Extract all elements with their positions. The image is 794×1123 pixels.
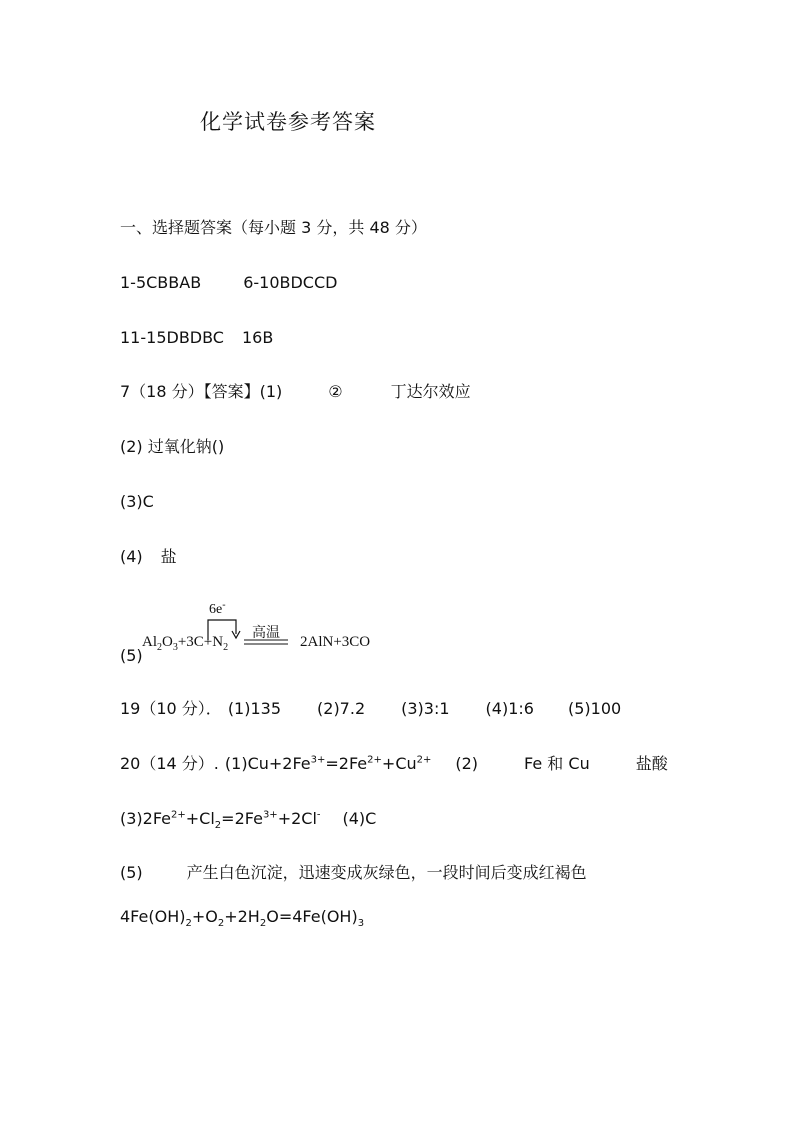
answer-11-15: 11-15DBDBC	[120, 328, 224, 347]
answer-6-10: 6-10BDCCD	[243, 273, 338, 292]
q19-answer-3: (3)3:1	[401, 699, 450, 718]
q19-answer-2: (2)7.2	[317, 699, 366, 718]
q20-p2-reagent: 盐酸	[635, 754, 668, 773]
q20-row2	[120, 809, 377, 832]
q19-label: 19（10 分）．	[120, 699, 222, 718]
q17-part2: (2) 过氧化钠()	[120, 437, 225, 456]
q17-part1	[120, 384, 471, 400]
products: 2AlN+3CO	[300, 634, 371, 650]
answer-16: 16B	[241, 328, 274, 347]
q20-p4: (4)C	[342, 809, 377, 828]
q19-row	[120, 701, 621, 717]
q17-part3: (3)C	[120, 492, 154, 511]
q20-p1-equation: $(1)Cu+2Fe^{3+}=2Fe^{2+}+Cu^{2+}$	[224, 754, 432, 773]
electron-transfer-arrow	[142, 600, 442, 660]
q20-p2-answer: Fe 和 Cu	[524, 754, 590, 773]
q19-answer-5: (5)100	[567, 699, 622, 718]
page-title: 化学试卷参考答案	[200, 110, 376, 134]
q20-p3-equation: $(3)2Fe^{2+}+Cl_2=2Fe^{3+}+2Cl^-$	[120, 809, 321, 832]
answer-1-5: 1-5CBBAB	[120, 273, 202, 292]
q17-p4-label: (4)	[120, 547, 143, 566]
answer-row-1	[120, 275, 337, 291]
q17-p1-answer: 丁达尔效应	[390, 382, 471, 401]
q20-row1	[120, 756, 668, 772]
q17-part4	[120, 549, 177, 565]
q20-p2-label: (2)	[455, 754, 479, 773]
q19-answer-1: (1)135	[227, 699, 282, 718]
q20-p5-answer: 产生白色沉淀，迅速变成灰绿色，一段时间后变成红褐色	[186, 863, 587, 882]
q20-row3	[120, 865, 587, 881]
q20-label: 20（14 分）.	[120, 754, 219, 773]
q17-p5-label: (5)	[120, 646, 143, 665]
q17-p1-mark: ②	[328, 382, 343, 401]
electron-count: 6e-	[209, 599, 226, 617]
q20-p5-equation: $4Fe(OH)_2+O_2+2H_2O=4Fe(OH)_3$	[120, 907, 365, 930]
q20-p5-label: (5)	[120, 863, 143, 882]
redox-equation	[142, 600, 442, 660]
q17-label: 7（18 分）【答案】(1)	[120, 382, 283, 401]
section1-header: 一、选择题答案（每小题 3 分，共 48 分）	[120, 218, 427, 237]
q19-answer-4: (4)1:6	[485, 699, 534, 718]
reaction-condition: 高温	[252, 626, 280, 641]
q17-p4-answer: 盐	[160, 547, 177, 566]
reactants: $Al_2O_3+3C+N_2$	[142, 634, 229, 653]
answer-row-2	[120, 330, 273, 346]
